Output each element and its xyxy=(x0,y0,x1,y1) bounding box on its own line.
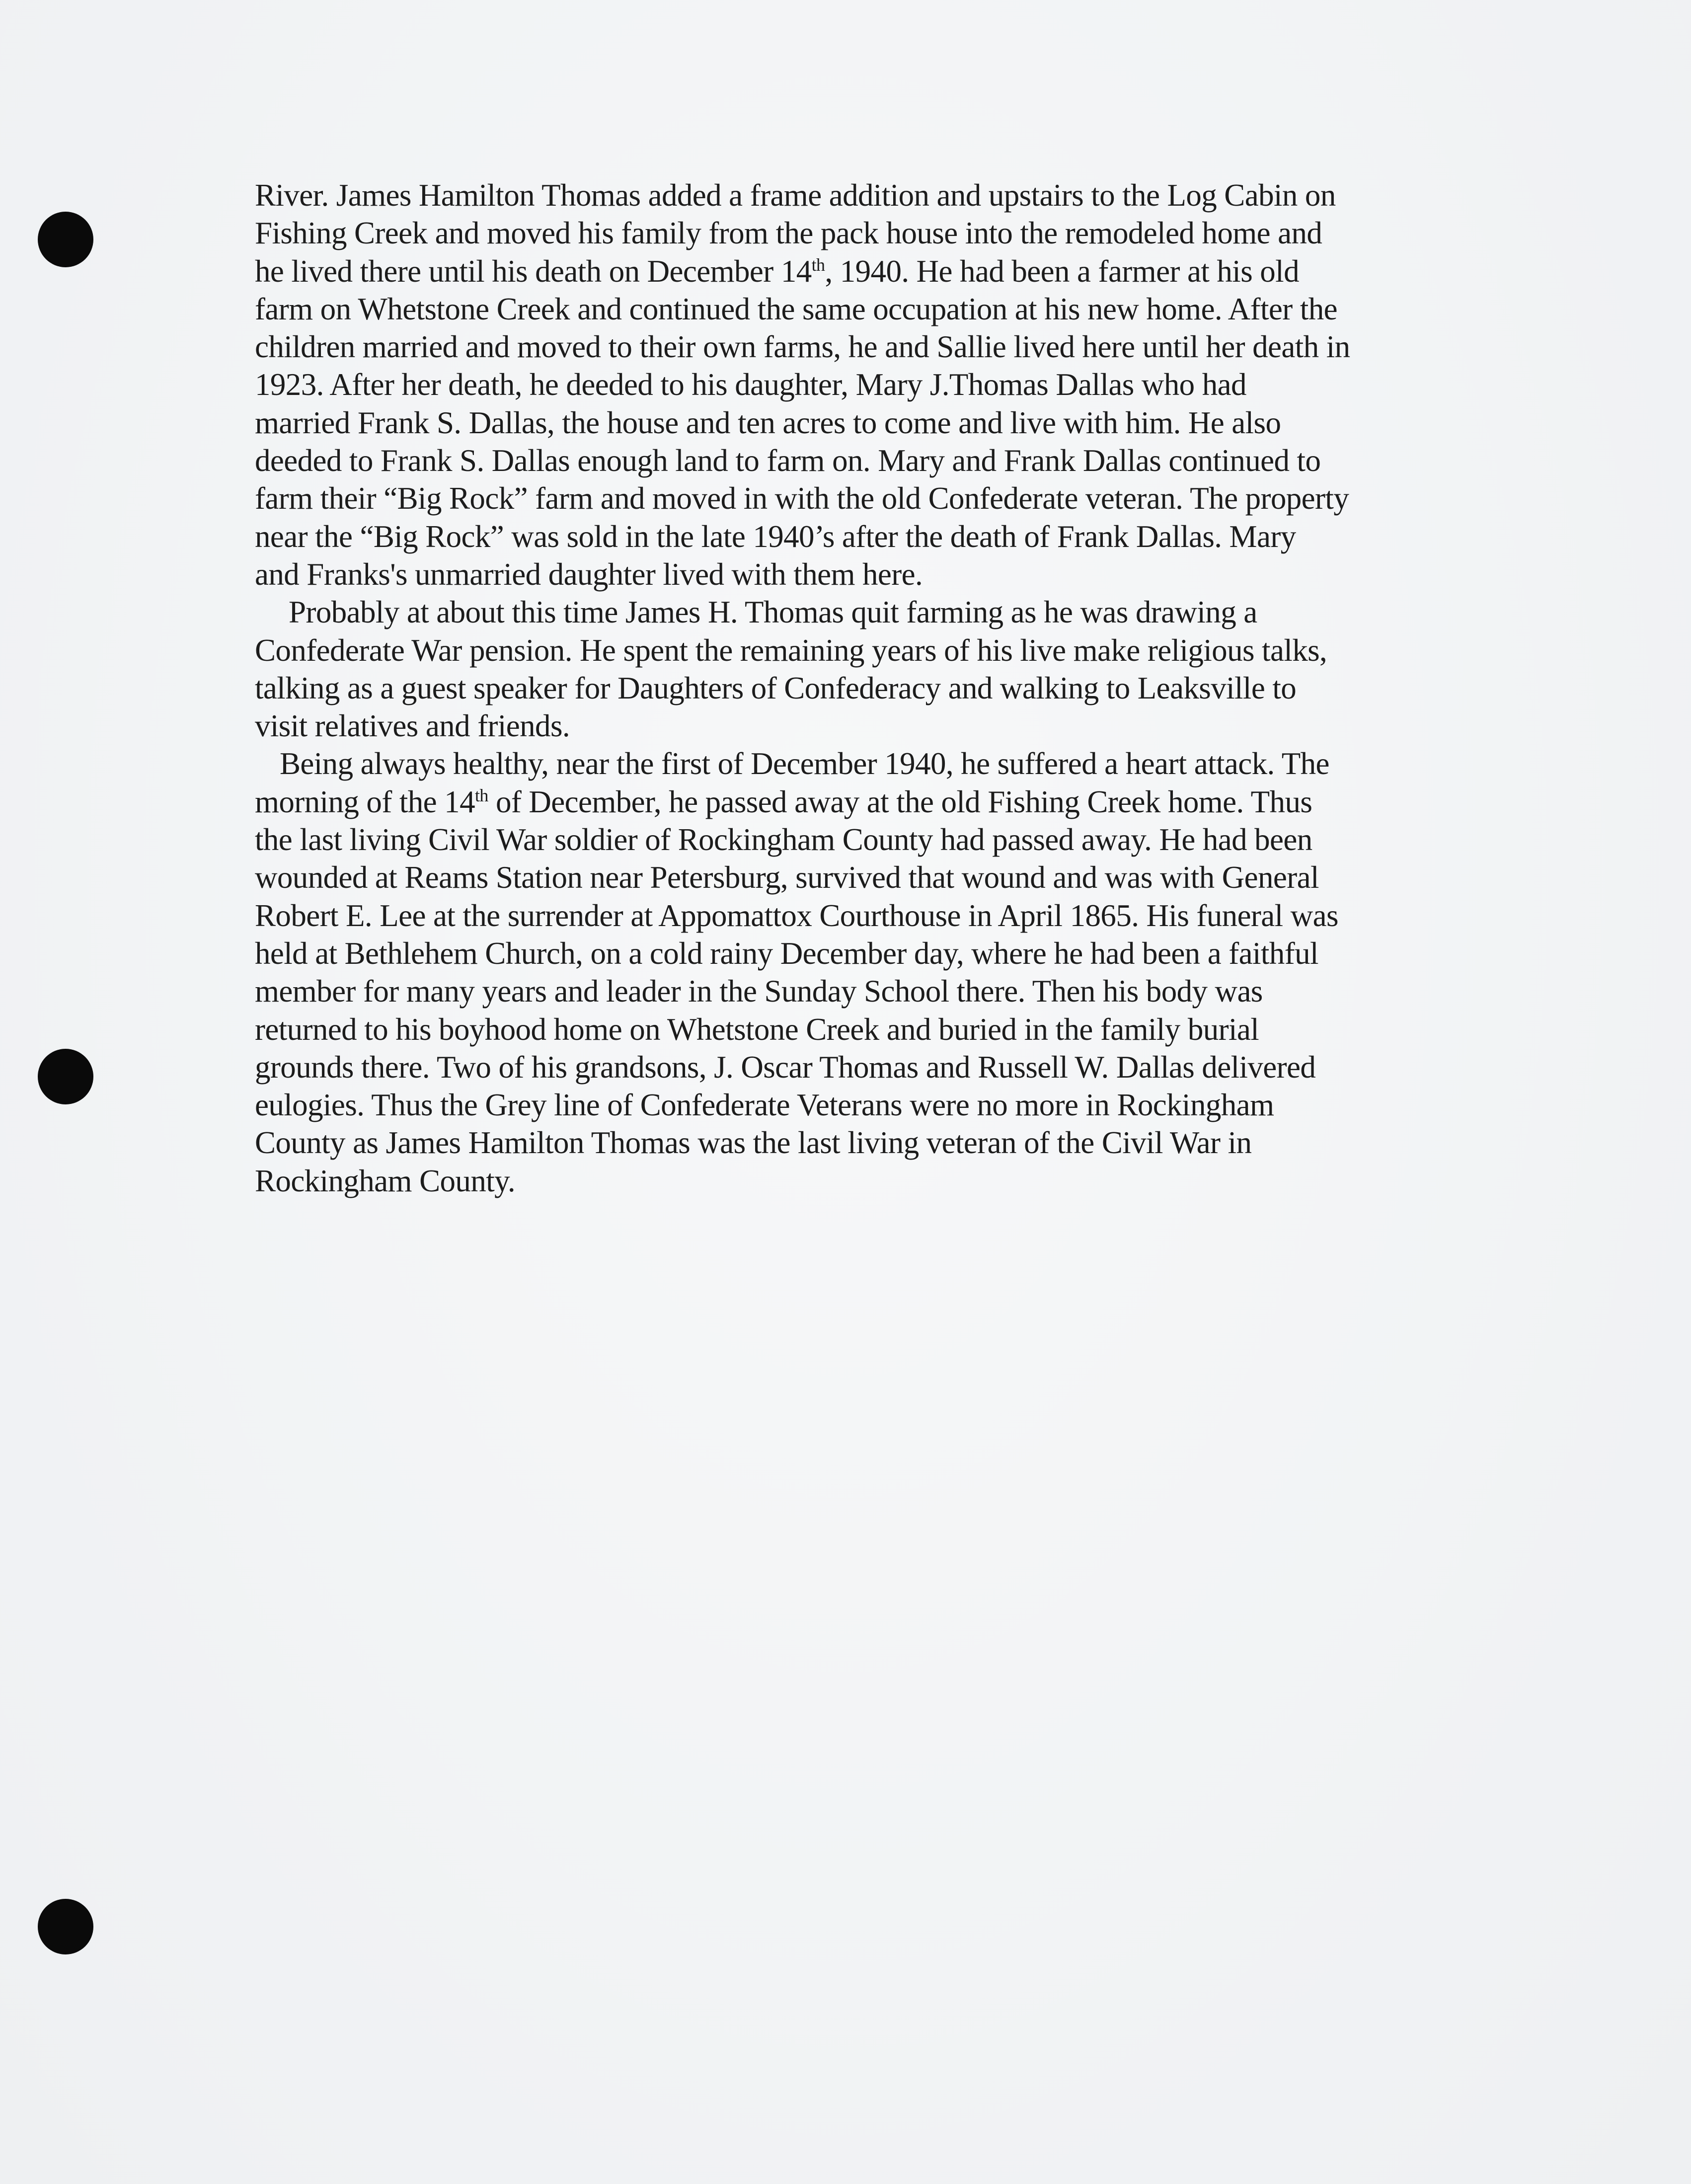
text-line xyxy=(255,821,1457,858)
text-segment: deeded to Frank S. Dallas enough land to farm on. Mary and Frank Dallas continued to xyxy=(255,443,1321,478)
text-line xyxy=(255,631,1457,669)
text-segment: and Franks's unmarried daughter lived with them here. xyxy=(255,556,923,592)
text-segment: River. James Hamilton Thomas added a frame addition and upstairs to the Log Cabin on xyxy=(255,178,1336,213)
punch-hole-bottom xyxy=(38,1899,93,1954)
text-segment: returned to his boyhood home on Whetstone Creek and buried in the family burial xyxy=(255,1012,1259,1047)
text-line xyxy=(255,593,1457,631)
text-line xyxy=(255,176,1457,214)
text-segment: morning of the 14 xyxy=(255,784,475,819)
text-line xyxy=(255,972,1457,1010)
text-segment: member for many years and leader in the Sunday School there. Then his body was xyxy=(255,974,1263,1009)
text-line xyxy=(255,897,1457,935)
punch-hole-middle xyxy=(38,1049,93,1104)
text-line xyxy=(255,1086,1457,1124)
text-line xyxy=(255,1048,1457,1086)
text-line xyxy=(255,442,1457,479)
text-line xyxy=(255,479,1457,517)
text-segment: , 1940. He had been a farmer at his old xyxy=(825,253,1299,289)
text-segment: he lived there until his death on December 14 xyxy=(255,253,812,289)
text-segment: children married and moved to their own farms, he and Sallie lived here until her death in xyxy=(255,329,1350,365)
text-segment: farm their “Big Rock” farm and moved in with the old Confederate veteran. The property xyxy=(255,481,1349,516)
text-line xyxy=(255,518,1457,555)
text-segment: County as James Hamilton Thomas was the last living veteran of the Civil War in xyxy=(255,1125,1252,1161)
text-segment: near the “Big Rock” was sold in the late 1940’s after the death of Frank Dallas. Mary xyxy=(255,519,1296,554)
text-line xyxy=(255,290,1457,328)
text-segment: eulogies. Thus the Grey line of Confederate Veterans were no more in Rockingham xyxy=(255,1088,1274,1123)
text-line xyxy=(255,783,1457,821)
text-line xyxy=(255,252,1457,290)
text-line xyxy=(255,1011,1457,1048)
text-segment: wounded at Reams Station near Petersburg, survived that wound and was with General xyxy=(255,860,1319,895)
text-segment: Rockingham County. xyxy=(255,1163,516,1198)
text-segment: talking as a guest speaker for Daughters of Confederacy and walking to Leaksville to xyxy=(255,670,1297,705)
text-segment: held at Bethlehem Church, on a cold rainy December day, where he had been a faithful xyxy=(255,936,1318,971)
text-segment: visit relatives and friends. xyxy=(255,708,570,744)
ordinal-superscript: th xyxy=(811,254,825,275)
text-segment: the last living Civil War soldier of Rockingham County had passed away. He had been xyxy=(255,822,1312,858)
text-line xyxy=(255,669,1457,707)
text-segment: 1923. After her death, he deeded to his daughter, Mary J.Thomas Dallas who had xyxy=(255,367,1246,402)
text-segment: Confederate War pension. He spent the remaining years of his live make religious talks, xyxy=(255,632,1327,668)
text-line xyxy=(255,745,1457,782)
text-line xyxy=(255,328,1457,366)
text-segment: grounds there. Two of his grandsons, J. Oscar Thomas and Russell W. Dallas delivered xyxy=(255,1049,1316,1085)
text-line xyxy=(255,555,1457,593)
text-line xyxy=(255,214,1457,252)
text-line xyxy=(255,858,1457,896)
text-line xyxy=(255,366,1457,403)
text-segment: of December, he passed away at the old Fishing Creek home. Thus xyxy=(488,784,1312,819)
text-segment: married Frank S. Dallas, the house and ten acres to come and live with him. He also xyxy=(255,405,1281,440)
body-text xyxy=(255,176,1457,1200)
ordinal-superscript: th xyxy=(474,785,488,805)
text-line xyxy=(255,404,1457,442)
text-segment: farm on Whetstone Creek and continued the same occupation at his new home. After the xyxy=(255,291,1337,326)
punch-hole-top xyxy=(38,212,93,267)
text-segment: Fishing Creek and moved his family from the pack house into the remodeled home and xyxy=(255,216,1322,251)
text-line xyxy=(255,935,1457,972)
text-line xyxy=(255,1162,1457,1200)
text-segment: Robert E. Lee at the surrender at Appomattox Courthouse in April 1865. His funeral was xyxy=(255,898,1338,933)
text-segment: Probably at about this time James H. Thomas quit farming as he was drawing a xyxy=(289,595,1257,630)
text-segment: Being always healthy, near the first of December 1940, he suffered a heart attack. The xyxy=(280,746,1329,781)
text-line xyxy=(255,1124,1457,1162)
text-line xyxy=(255,707,1457,745)
